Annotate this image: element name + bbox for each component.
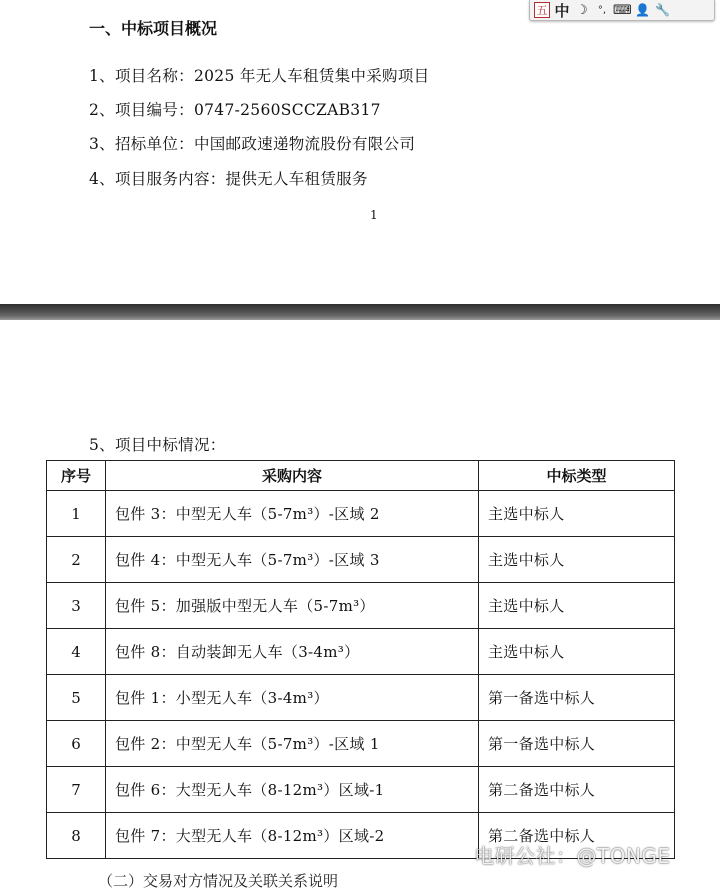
row-bid-type: 主选中标人: [479, 583, 675, 629]
settings-wrench-icon[interactable]: 🔧: [655, 3, 671, 17]
row-bid-type: 第二备选中标人: [479, 767, 675, 813]
row-serial-no: 3: [47, 583, 106, 629]
service-content-line: 4、项目服务内容：提供无人车租赁服务: [89, 170, 368, 188]
row-bid-type: 第二备选中标人: [479, 813, 675, 859]
page-number: 1: [370, 208, 378, 222]
row-content: 包件 1：小型无人车（3-4m³）: [106, 675, 479, 721]
table-row: [47, 767, 675, 813]
project-number-line: 2、项目编号：0747-2560SCCZAB317: [89, 101, 381, 119]
row-serial-no: 2: [47, 537, 106, 583]
table-row: [47, 629, 675, 675]
table-row: [47, 537, 675, 583]
table-header-row: [47, 461, 675, 491]
row-bid-type: 主选中标人: [479, 629, 675, 675]
document-page-1: [0, 0, 720, 304]
row-serial-no: 4: [47, 629, 106, 675]
row-bid-type: 第一备选中标人: [479, 721, 675, 767]
page-separator: [0, 304, 720, 320]
table-row: [47, 721, 675, 767]
watermark: 电研公社：@TONGE: [474, 844, 671, 868]
row-bid-type: 第一备选中标人: [479, 675, 675, 721]
next-section-partial-heading: （二）交易对方情况及关联关系说明: [98, 872, 339, 890]
table-row: [47, 675, 675, 721]
row-bid-type: 主选中标人: [479, 491, 675, 537]
row-serial-no: 8: [47, 813, 106, 859]
wubi-mode-button[interactable]: [533, 1, 551, 19]
fullwidth-moon-icon[interactable]: ☽: [576, 2, 588, 18]
section-heading: 一、中标项目概况: [89, 19, 218, 38]
soft-keyboard-icon[interactable]: ⌨: [613, 2, 632, 18]
tender-unit-line: 3、招标单位：中国邮政速递物流股份有限公司: [89, 135, 416, 153]
wubi-icon: 五: [534, 2, 550, 18]
section-5-title: 5、项目中标情况：: [89, 436, 226, 454]
table-row: [47, 583, 675, 629]
row-content: 包件 5：加强版中型无人车（5-7m³）: [106, 583, 479, 629]
row-serial-no: 5: [47, 675, 106, 721]
row-content: 包件 2：中型无人车（5-7m³）-区域 1: [106, 721, 479, 767]
row-content: 包件 3：中型无人车（5-7m³）-区域 2: [106, 491, 479, 537]
row-content: 包件 6：大型无人车（8-12m³）区域-1: [106, 767, 479, 813]
row-serial-no: 6: [47, 721, 106, 767]
project-name-line: 1、项目名称：2025 年无人车租赁集中采购项目: [89, 67, 430, 85]
chinese-mode-button[interactable]: 中: [554, 1, 570, 20]
punctuation-icon[interactable]: °,: [597, 4, 607, 16]
header-serial-no: 序号: [47, 461, 106, 491]
ime-toolbar: [529, 0, 715, 21]
row-content: 包件 7：大型无人车（8-12m³）区域-2: [106, 813, 479, 859]
header-bid-type: 中标类型: [479, 461, 675, 491]
row-content: 包件 4：中型无人车（5-7m³）-区域 3: [106, 537, 479, 583]
header-procurement-content: 采购内容: [106, 461, 479, 491]
winning-bid-table: [46, 460, 675, 859]
row-serial-no: 7: [47, 767, 106, 813]
row-serial-no: 1: [47, 491, 106, 537]
row-bid-type: 主选中标人: [479, 537, 675, 583]
row-content: 包件 8：自动装卸无人车（3-4m³）: [106, 629, 479, 675]
user-icon[interactable]: 👤: [635, 3, 651, 17]
table-row: [47, 491, 675, 537]
